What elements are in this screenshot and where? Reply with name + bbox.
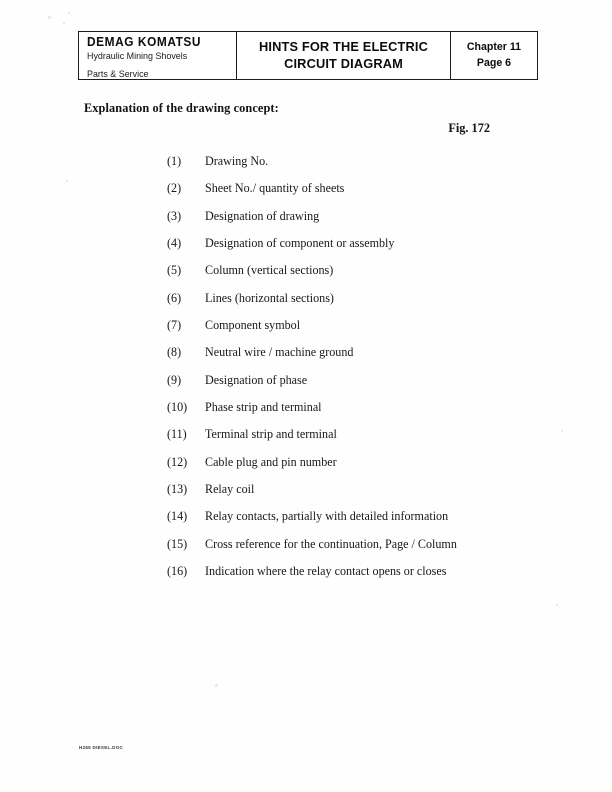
- list-item-number: (7): [167, 318, 182, 333]
- scan-speckle: [215, 684, 218, 687]
- header-brand-cell: [79, 32, 237, 79]
- brand-tagline-line2: Parts & Service: [87, 68, 149, 79]
- document-code-footer: H255 DIESEL.DOC: [79, 745, 124, 750]
- scan-speckle: [63, 22, 65, 24]
- document-title-line1: HINTS FOR THE ELECTRIC: [259, 38, 428, 54]
- list-item: [0, 175, 612, 202]
- list-item-label: Designation of drawing: [205, 208, 320, 223]
- scan-speckle: [68, 12, 70, 14]
- list-item-label: Component symbol: [205, 318, 301, 333]
- list-item: [0, 257, 612, 284]
- list-item-number: (13): [167, 482, 188, 497]
- list-item-number: (15): [167, 536, 188, 551]
- section-heading: Explanation of the drawing concept:: [84, 101, 279, 115]
- scan-speckle: [556, 604, 558, 606]
- list-item: [0, 203, 612, 230]
- list-item-number: (6): [167, 290, 182, 305]
- list-item-number: (2): [167, 181, 182, 196]
- list-item: [0, 312, 612, 339]
- list-item-number: (16): [167, 564, 188, 579]
- list-item-label: Terminal strip and terminal: [205, 427, 337, 442]
- list-item: [0, 394, 612, 421]
- list-item: [0, 558, 612, 585]
- list-item-label: Cable plug and pin number: [205, 454, 337, 469]
- scan-speckle: [561, 430, 563, 432]
- list-item-number: (1): [167, 154, 182, 168]
- page-number: Page 6: [476, 56, 512, 69]
- list-item-number: (11): [167, 427, 187, 442]
- list-item: [0, 531, 612, 558]
- list-item-number: (10): [167, 400, 188, 415]
- list-item-label: Column (vertical sections): [205, 263, 334, 278]
- header-chapter-cell: [451, 32, 537, 79]
- list-item-number: (12): [167, 454, 188, 469]
- list-item-label: Phase strip and terminal: [205, 400, 322, 415]
- header-title-cell: [237, 32, 451, 79]
- list-item-label: Sheet No./ quantity of sheets: [205, 181, 345, 196]
- list-item: [0, 230, 612, 257]
- list-item-number: (3): [167, 208, 182, 223]
- list-item-number: (9): [167, 372, 182, 387]
- scan-speckle: [48, 16, 51, 19]
- list-item-label: Neutral wire / machine ground: [205, 345, 354, 360]
- list-item-number: (4): [167, 236, 182, 251]
- list-item: [0, 339, 612, 366]
- list-item: [0, 148, 612, 175]
- document-title-line2: CIRCUIT DIAGRAM: [284, 55, 403, 71]
- list-item: [0, 503, 612, 530]
- document-header-table: [78, 31, 538, 80]
- list-item: [0, 421, 612, 448]
- figure-label: Fig. 172: [448, 121, 490, 135]
- demag-komatsu-logo: DEMAG KOMATSU: [87, 35, 202, 49]
- list-item-label: Relay contacts, partially with detailed information: [205, 509, 449, 524]
- legend-item-list: [0, 148, 612, 586]
- list-item-label: Relay coil: [205, 482, 255, 497]
- list-item-label: Drawing No.: [205, 154, 269, 168]
- brand-tagline-line1: Hydraulic Mining Shovels: [87, 51, 188, 61]
- chapter-number: Chapter 11: [466, 41, 522, 54]
- list-item: [0, 285, 612, 312]
- list-item-number: (14): [167, 509, 188, 524]
- list-item-label: Designation of phase: [205, 372, 308, 387]
- list-item: [0, 476, 612, 503]
- scan-speckle: [66, 180, 68, 182]
- list-item-number: (8): [167, 345, 182, 360]
- list-item-label: Cross reference for the continuation, Page / Column: [205, 536, 457, 551]
- list-item-label: Lines (horizontal sections): [205, 290, 334, 305]
- list-item: [0, 367, 612, 394]
- list-item-label: Indication where the relay contact opens or closes: [205, 564, 447, 579]
- list-item: [0, 449, 612, 476]
- list-item-number: (5): [167, 263, 182, 278]
- list-item-label: Designation of component or assembly: [205, 236, 395, 251]
